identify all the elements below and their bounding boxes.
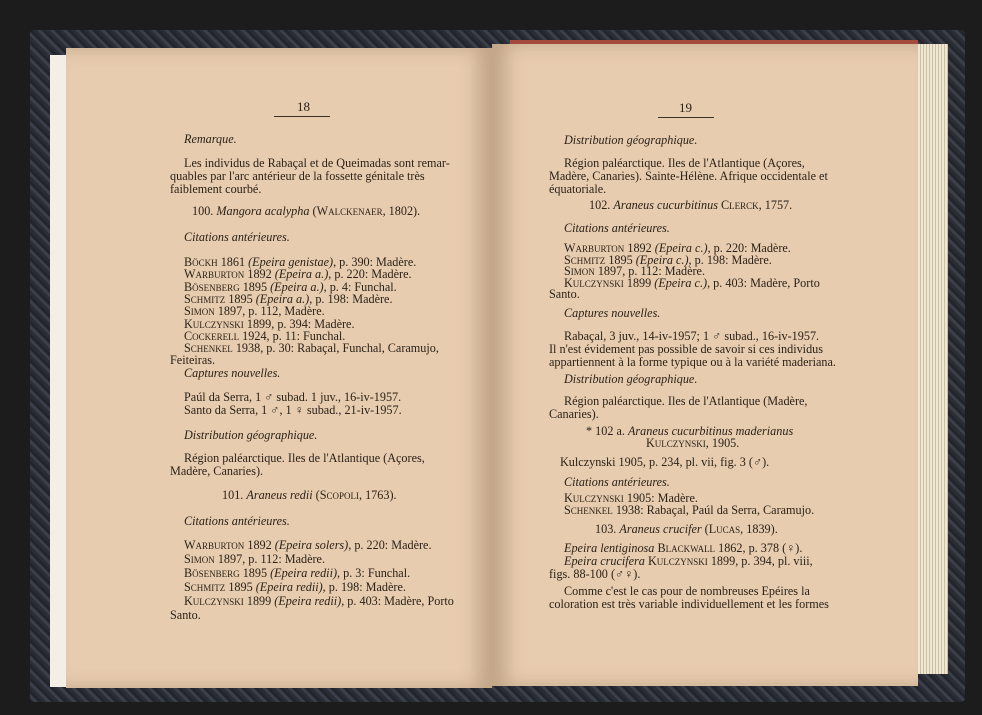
species-name: Araneus cucurbitinus [613, 198, 718, 212]
citation-author: Schenkel [564, 503, 613, 517]
remark-line: Les individus de Rabaçal et de Queimadas sont remar- [184, 156, 450, 170]
citation-synonym: (Epeira redii) [270, 566, 338, 580]
citation-year: 1938, p. 30: Rabaçal, Funchal, Caramujo, [232, 341, 439, 356]
citation-year: 1895 [605, 252, 636, 267]
section-heading: Distribution géographique. [184, 428, 318, 442]
section-heading: Distribution géographique. [564, 372, 698, 386]
citation-synonym: (Epeira genistae) [248, 255, 334, 269]
right-page-stack [918, 44, 948, 674]
species-number: 101. [222, 488, 244, 502]
species-heading [589, 198, 792, 212]
citation-synonym: (Epeira c.) [635, 252, 689, 267]
citation-synonym: Epeira lentiginosa [564, 541, 655, 555]
citation-line [184, 538, 432, 552]
citation-line [564, 276, 820, 290]
species-author: Kulczynski, 1905. [646, 436, 740, 450]
section-heading: Captures nouvelles. [184, 366, 281, 380]
section-heading: Citations antérieures. [184, 514, 290, 528]
distribution-line: Région paléarctique. Iles de l'Atlantique (Açores, [564, 156, 805, 170]
citation-synonym: (Epeira a.) [270, 279, 324, 294]
citation-year: 1899 [623, 275, 655, 290]
citation-year: 1895 [239, 279, 271, 294]
citation-author: Bösenberg [184, 566, 240, 580]
section-heading: Distribution géographique. [564, 133, 698, 147]
species-author: (Scopoli, 1763). [315, 488, 397, 502]
capture-line: Il n'est évidement pas possible de savoir si ces individus [549, 342, 823, 356]
right-page [492, 44, 918, 686]
citation-year: 1899, p. 394, pl. viii, [707, 554, 813, 568]
distribution-line: Madère, Canaries). Sainte-Hélène. Afrique occidentale et [549, 169, 828, 183]
citation-locality: , p. 220: Madère. [328, 267, 412, 282]
reference-line [564, 541, 802, 555]
capture-line: appartiennent à la forme typique ou à la variété maderiana. [549, 355, 836, 369]
reference-line: Kulczynski 1905, p. 234, pl. vii, fig. 3 (♂). [560, 455, 770, 469]
species-author: Clerck, 1757. [721, 198, 793, 212]
citation-author: Kulczynski [564, 491, 624, 505]
capture-line: Santo da Serra, 1 ♂, 1 ♀ subad., 21-iv-1957. [184, 403, 402, 417]
citation-author: Warburton [184, 267, 245, 282]
citation-locality: , p. 220: Madère. [707, 241, 791, 255]
citation-year: 1938: Rabaçal, Paúl da Serra, Caramujo. [612, 503, 815, 517]
page-number-rule [658, 117, 714, 118]
species-number: 100. [192, 204, 214, 218]
body-line: coloration est très variable individuellement et les formes [549, 597, 829, 611]
citation-author: Bösenberg [184, 279, 240, 294]
citation-year: 1897, p. 112: Madère. [214, 552, 326, 566]
citation-author: Schmitz [564, 252, 606, 267]
citation-year: 1892 [244, 267, 275, 282]
citation-author: Blackwall [657, 541, 716, 555]
citation-locality: , p. 3: Funchal. [337, 566, 411, 580]
citation-line [184, 580, 406, 594]
citation-year: 1895 [225, 291, 256, 306]
citation-line [184, 594, 454, 608]
species-heading [222, 488, 397, 502]
species-heading [595, 522, 778, 536]
distribution-line: Région paléarctique. Iles de l'Atlantique (Madère, [564, 394, 808, 408]
citation-synonym: (Epeira c.) [654, 275, 708, 290]
citation-year: 1895 [225, 580, 256, 594]
citation-locality: , p. 198: Madère. [688, 252, 772, 267]
distribution-line: Madère, Canaries). [170, 464, 264, 478]
citation-author: Simon [184, 552, 215, 566]
citation-author: Kulczynski [564, 275, 624, 290]
species-name: Araneus cucurbitinus maderianus [627, 424, 794, 438]
reference-tail: figs. 88-100 (♂♀). [549, 567, 641, 581]
citation-author: Schenkel [184, 341, 233, 356]
capture-line: Rabaçal, 3 juv., 14-iv-1957; 1 ♂ subad., 16-iv-1957. [564, 329, 820, 343]
distribution-line: équatoriale. [549, 182, 607, 196]
citation-synonym: (Epeira solers) [274, 538, 349, 552]
citation-line [184, 341, 439, 355]
citation-year: 1892 [624, 241, 655, 255]
species-number: 103. [595, 522, 617, 536]
citation-locality: , p. 390: Madère. [333, 255, 417, 269]
page-number-rule [274, 116, 330, 117]
citation-year: 1892 [244, 538, 275, 552]
citation-author: Kulczynski [184, 316, 244, 331]
citation-author: Warburton [184, 538, 245, 552]
reference-line [564, 554, 813, 568]
species-number: 102. [589, 198, 611, 212]
citation-year: 1924, p. 11: Funchal. [239, 328, 346, 343]
citation-author: Kulczynski [184, 594, 244, 608]
left-page [66, 48, 492, 688]
citation-author: Warburton [564, 241, 625, 255]
citation-locality: , p. 4: Funchal. [323, 279, 397, 294]
species-name: Araneus redii [246, 488, 313, 502]
remark-line: faiblement courbé. [170, 182, 262, 196]
citation-author: Cockerell [184, 328, 240, 343]
citation-synonym: (Epeira redii) [274, 594, 342, 608]
species-number: * 102 a. [586, 424, 625, 438]
citation-synonym: Epeira crucifera [564, 554, 645, 568]
distribution-line: Région paléarctique. Iles de l'Atlantique (Açores, [184, 451, 425, 465]
citation-synonym: (Epeira a.) [255, 291, 310, 306]
species-heading [192, 204, 420, 218]
section-heading: Citations antérieures. [184, 230, 290, 244]
citation-year: 1862, p. 378 (♀). [715, 541, 803, 555]
citation-locality: , p. 198: Madère. [322, 580, 406, 594]
distribution-line: Canaries). [549, 407, 599, 421]
citation-year: 1897, p. 112: Madère. [594, 264, 706, 279]
citation-year: 1861 [217, 255, 249, 269]
species-author: (Lucas, 1839). [704, 522, 778, 536]
remark-heading: Remarque. [184, 132, 237, 146]
citation-synonym: (Epeira c.) [654, 241, 708, 255]
citation-author: Böckh [184, 255, 218, 269]
citation-tail: Santo. [549, 287, 580, 301]
citation-synonym: (Epeira a.) [274, 267, 329, 282]
citation-author: Kulczynski [647, 554, 708, 568]
citation-year: 1897, p. 112, Madère. [214, 304, 325, 319]
species-name: Mangora acalypha [216, 204, 310, 218]
page-number: 18 [297, 99, 310, 114]
citation-year: 1905: Madère. [623, 491, 698, 505]
species-author: (Walckenaer, 1802). [312, 204, 421, 218]
citation-year: 1899 [243, 594, 275, 608]
citation-author: Schmitz [184, 580, 226, 594]
citation-tail: Santo. [170, 608, 201, 622]
remark-line: quables par l'arc antérieur de la fossette génitale très [170, 169, 425, 183]
citation-year: 1899, p. 394: Madère. [243, 316, 355, 331]
citation-tail: Feiteiras. [170, 353, 216, 367]
citation-author: Simon [184, 304, 215, 319]
citation-locality: , p. 198: Madère. [309, 291, 393, 306]
page-number: 19 [679, 100, 692, 115]
body-line: Comme c'est le cas pour de nombreuses Epéires la [564, 584, 810, 598]
citation-locality: , p. 403: Madère, Porto [707, 275, 820, 290]
citation-author: Simon [564, 264, 595, 279]
citation-locality: , p. 403: Madère, Porto [341, 594, 454, 608]
section-heading: Citations antérieures. [564, 221, 670, 235]
capture-line: Paúl da Serra, 1 ♂ subad. 1 juv., 16-iv-1957. [184, 390, 402, 404]
citation-line [184, 566, 410, 580]
section-heading: Captures nouvelles. [564, 306, 661, 320]
citation-synonym: (Epeira redii) [255, 580, 323, 594]
citation-line [564, 503, 814, 517]
citation-year: 1895 [239, 566, 271, 580]
section-heading: Citations antérieures. [564, 475, 670, 489]
citation-locality: , p. 220: Madère. [348, 538, 432, 552]
citation-author: Schmitz [184, 291, 226, 306]
citation-line [184, 552, 325, 566]
species-name: Araneus crucifer [619, 522, 702, 536]
